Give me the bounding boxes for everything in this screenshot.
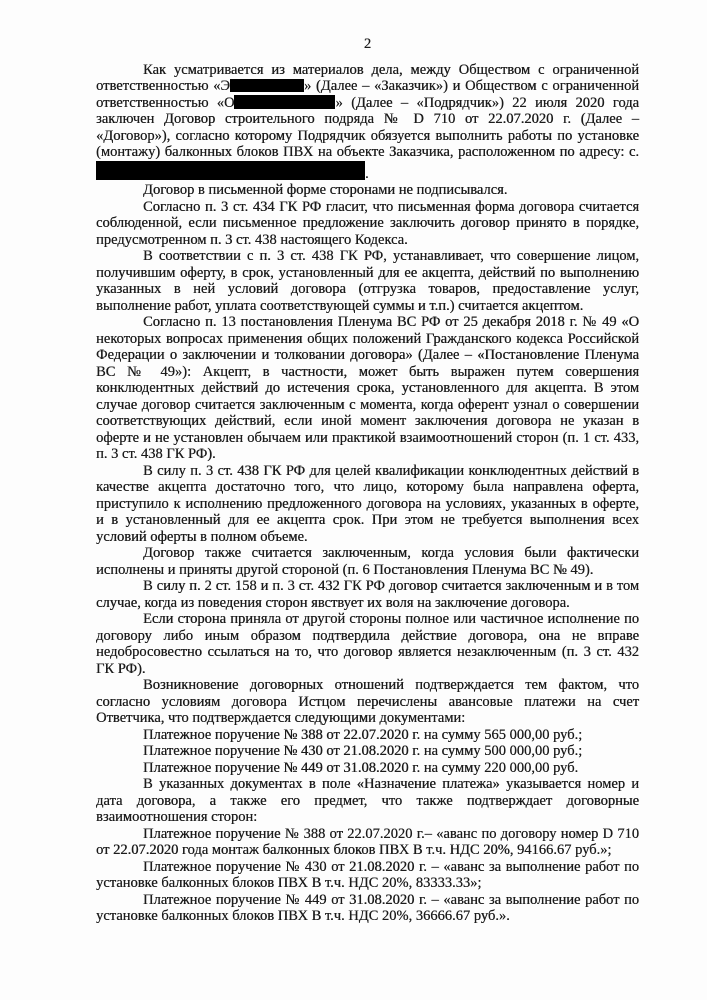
paragraph [96,199,639,249]
paragraph-text: . [365,165,369,182]
paragraph [96,248,639,314]
paragraph-text: В силу п. 2 ст. 158 и п. 3 ст. 432 ГК РФ договор считается заключенным и в том случае, когда из поведения сторон явствует их воля на заключение договора. [96,578,639,611]
paragraph-text: Платежное поручение № 430 от 21.08.2020 г. на сумму 500 000,00 руб.; [143,743,583,759]
paragraph [96,892,639,925]
redaction-bar [96,161,365,180]
paragraph [96,611,639,677]
paragraph-text: Согласно п. 3 ст. 434 ГК РФ гласит, что письменная форма договора считается соблюденной, если письменное предложение заключить договор принято в порядке, предусмотренном п. 3 ст. 438 настоящего Кодекса. [96,198,639,248]
paragraph-text: Если сторона приняла от другой стороны полное или частичное исполнение по договору либо иным образом подтвердила действие договора, она не вправе недобросовестно ссылаться на то, что договор является незаключенным (п. 3 ст. 432 ГК РФ). [96,611,639,677]
document-body [96,62,639,925]
paragraph-text: Платежное поручение № 388 от 22.07.2020 г. на сумму 565 000,00 руб.; [143,726,583,743]
paragraph-text: Платежное поручение № 449 от 31.08.2020 г. на сумму 220 000,00 руб. [143,759,579,776]
paragraph [96,314,639,463]
paragraph [96,545,639,578]
paragraph-text: » (Далее – «Заказчик») и Обществом с ограниченной ответственностью «О [96,78,639,111]
paragraph [96,776,639,826]
paragraph [96,578,639,611]
paragraph [96,743,639,760]
paragraph [96,182,639,199]
paragraph-text: Договор в письменной форме сторонами не подписывался. [143,182,508,198]
paragraph-text: » (Далее – «Подрядчик») 22 июля 2020 года заключен Договор строительного подряда № D 710 от 22.07.2020 г. (Далее – «Договор»), согласно которому Подрядчик обязуется выполнить работы по установке (монтажу) балконных блоков ПВХ на объекте Заказчика, расположенном по адресу: с. [96,94,639,160]
paragraph [96,677,639,727]
paragraph-text: В силу п. 3 ст. 438 ГК РФ для целей квалификации конклюдентных действий в качестве акцепта достаточно того, что лицо, которому была направлена оферта, приступило к исполнению предложенного договора на условиях, указанных в оферте, и в установленный для ее акцепта срок. При этом не требуется выполнения всех условий оферты в полном объеме. [96,462,639,545]
paragraph-text: Согласно п. 13 постановления Пленума ВС РФ от 25 декабря 2018 г. № 49 «О некоторых вопросах применения общих положений Гражданского кодекса Российской Федерации о заключении и толковании договора» (Далее – «Постановление Пленума ВС № 49»): Акцепт, в частности, может быть выражен путем совершения конклюдентных действий до истечения срока, установленного для акцепта. В этом случае договор считается заключенным с момента, когда оферент узнал о совершении соответствующих действий, если иной момент заключения договора не указан в оферте и не установлен обычаем или практикой взаимоотношений сторон (п. 1 ст. 433, п. 3 ст. 438 ГК РФ). [96,314,639,462]
paragraph [96,760,639,777]
paragraph-text: Платежное поручение № 388 от 22.07.2020 г.– «аванс по договору номер D 710 от 22.07.2020 года монтаж балконных блоков ПВХ В т.ч. НДС 20%, 94166.67 руб.»; [96,825,639,858]
paragraph-text: Платежное поручение № 430 от 21.08.2020 г. – «аванс за выполнение работ по установке балконных блоков ПВХ В т.ч. НДС 20%, 83333.33»; [96,858,639,891]
paragraph [96,463,639,546]
paragraph-text: Возникновение договорных отношений подтверждается тем фактом, что согласно условиям договора Истцом перечислены авансовые платежи на счет Ответчика, что подтверждается следующими документами: [96,677,639,726]
paragraph [96,62,639,183]
redaction-bar [230,79,304,92]
paragraph [96,826,639,859]
paragraph [96,727,639,744]
paragraph [96,859,639,892]
paragraph-text: В соответствии с п. 3 ст. 438 ГК РФ, устанавливает, что совершение лицом, получившим оферту, в срок, установленный для ее акцепта, действий по выполнению указанных в ней условий договора (отгрузка товаров, предоставление услуг, выполнение работ, уплата соответствующей суммы и т.п.) считается акцептом. [96,248,639,314]
redaction-bar [234,95,335,109]
paragraph-text: В указанных документах в поле «Назначение платежа» указывается номер и дата договора, а также его предмет, что также подтверждает договорные взаимоотношения сторон: [96,776,639,825]
page-number: 2 [363,36,372,52]
paragraph-text: Как усматривается из материалов дела, между Обществом с ограниченной ответственностью «Э [96,61,639,94]
paragraph-text: Платежное поручение № 449 от 31.08.2020 г. – «аванс за выполнение работ по установке балконных блоков ПВХ В т.ч. НДС 20%, 36666.67 руб.». [96,891,639,924]
document-content [96,36,639,925]
paragraph-text: Договор также считается заключенным, когда условия были фактически исполнены и приняты другой стороной (п. 6 Постановления Пленума ВС № 49). [96,545,639,578]
